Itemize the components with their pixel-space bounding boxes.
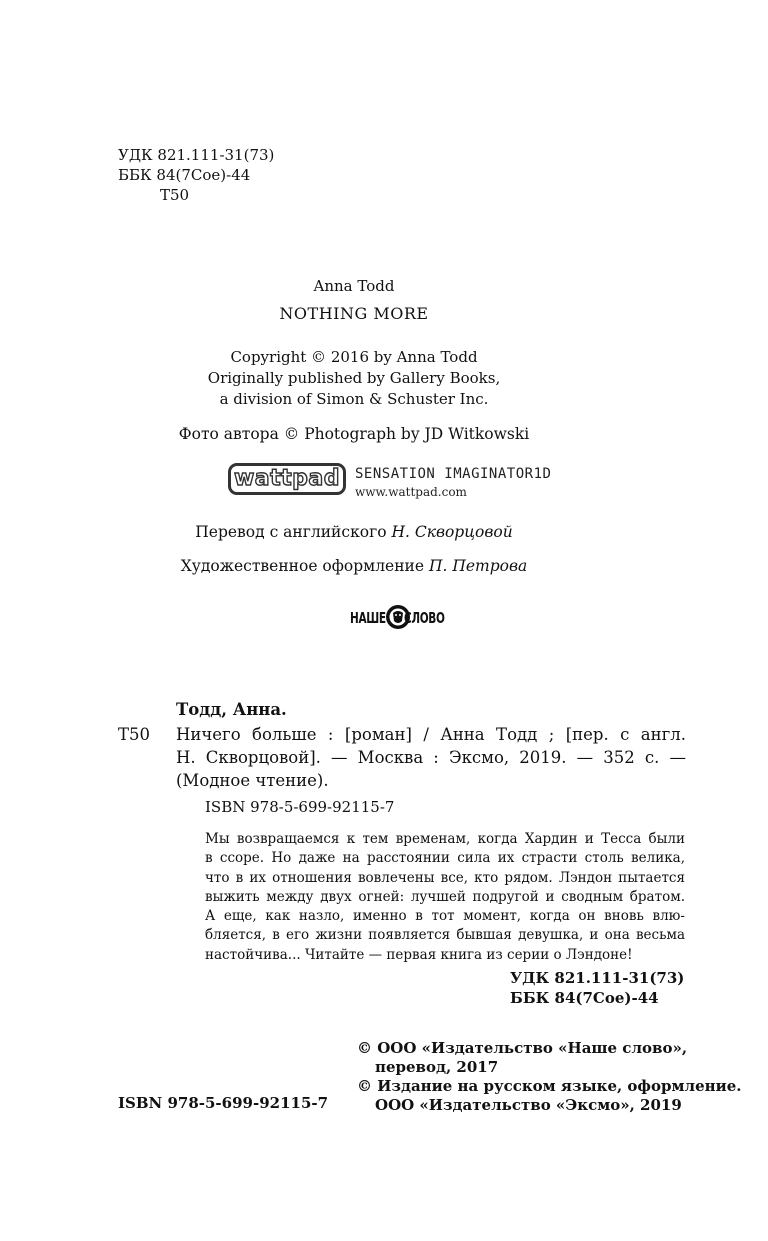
bibliographic-description <box>176 723 686 792</box>
annotation-text <box>205 830 685 965</box>
udk-code: УДК 821.111-31(73) <box>118 146 275 164</box>
design-credit <box>0 556 708 577</box>
publisher-logo-left: НАШЕ <box>350 609 386 627</box>
translator-name: Н. Скворцовой <box>391 523 513 541</box>
translation-credit <box>0 522 708 543</box>
copyright-line-1: Copyright © 2016 by Anna Todd <box>230 348 478 366</box>
bibliographic-line-3: (Модное чтение). <box>176 771 329 790</box>
annotation-line-6: бляется, в его жизни появляется бывшая девушка, и она весьма <box>205 927 685 944</box>
wattpad-tagline: SENSATION IMAGINATOR1D <box>355 466 552 482</box>
bibliographic-mark: Т50 <box>118 725 151 744</box>
author-mark: Т50 <box>160 186 190 204</box>
annotation-line-1: Мы возвращаемся к тем временам, когда Хардин и Тесса были <box>205 831 685 847</box>
bibliographic-line-2: Н. Скворцовой]. — Москва : Эксмо, 2019. — 352 с. — <box>176 748 686 767</box>
annotation-line-5: А еще, как назло, именно в тот момент, когда он вновь влю- <box>205 908 685 925</box>
rights-line-2: перевод, 2017 <box>375 1058 499 1076</box>
copyright-line-3: a division of Simon & Schuster Inc. <box>219 390 489 408</box>
photo-credit: Фото автора © Photograph by JD Witkowski <box>178 425 530 443</box>
wattpad-logo: wattpad <box>228 463 346 495</box>
bottom-udk-code: УДК 821.111-31(73) <box>510 969 685 987</box>
bottom-bbk-code: ББК 84(7Сое)-44 <box>510 989 659 1007</box>
bbk-code: ББК 84(7Сое)-44 <box>118 166 251 184</box>
original-title: NOTHING MORE <box>279 304 429 323</box>
bibliographic-author: Тодд, Анна. <box>176 700 287 719</box>
publisher-logo-right: СЛОВО <box>404 609 445 627</box>
rights-line-3: © Издание на русском языке, оформление. <box>357 1077 742 1095</box>
bibliographic-isbn: ISBN 978-5-699-92115-7 <box>205 798 395 816</box>
wattpad-url: www.wattpad.com <box>355 485 467 499</box>
annotation-line-7: настойчива... Читайте — первая книга из серии о Лэндоне! <box>205 946 633 963</box>
annotation-line-4: выжить между двух огней: лучшей подругой и сводным братом. <box>205 888 685 905</box>
annotation-line-3: что в их отношения вовлечены все, кто рядом. Лэндон пытается <box>205 869 685 886</box>
copyright-line-2: Originally published by Gallery Books, <box>207 369 501 387</box>
bibliographic-line-1: Ничего больше : [роман] / Анна Тодд ; [пер. с англ. <box>176 725 686 744</box>
annotation-line-2: в ссоре. Но даже на расстоянии сила их страсти столь велика, <box>205 850 685 867</box>
designer-name: П. Петрова <box>428 557 528 575</box>
footer-isbn: ISBN 978-5-699-92115-7 <box>118 1094 329 1112</box>
publisher-logo <box>350 603 454 633</box>
translation-prefix: Перевод с английского <box>195 523 392 541</box>
design-prefix: Художественное оформление <box>180 557 429 575</box>
rights-line-4: ООО «Издательство «Эксмо», 2019 <box>375 1096 682 1114</box>
rights-line-1: © ООО «Издательство «Наше слово», <box>357 1039 688 1057</box>
original-author: Anna Todd <box>313 277 395 295</box>
